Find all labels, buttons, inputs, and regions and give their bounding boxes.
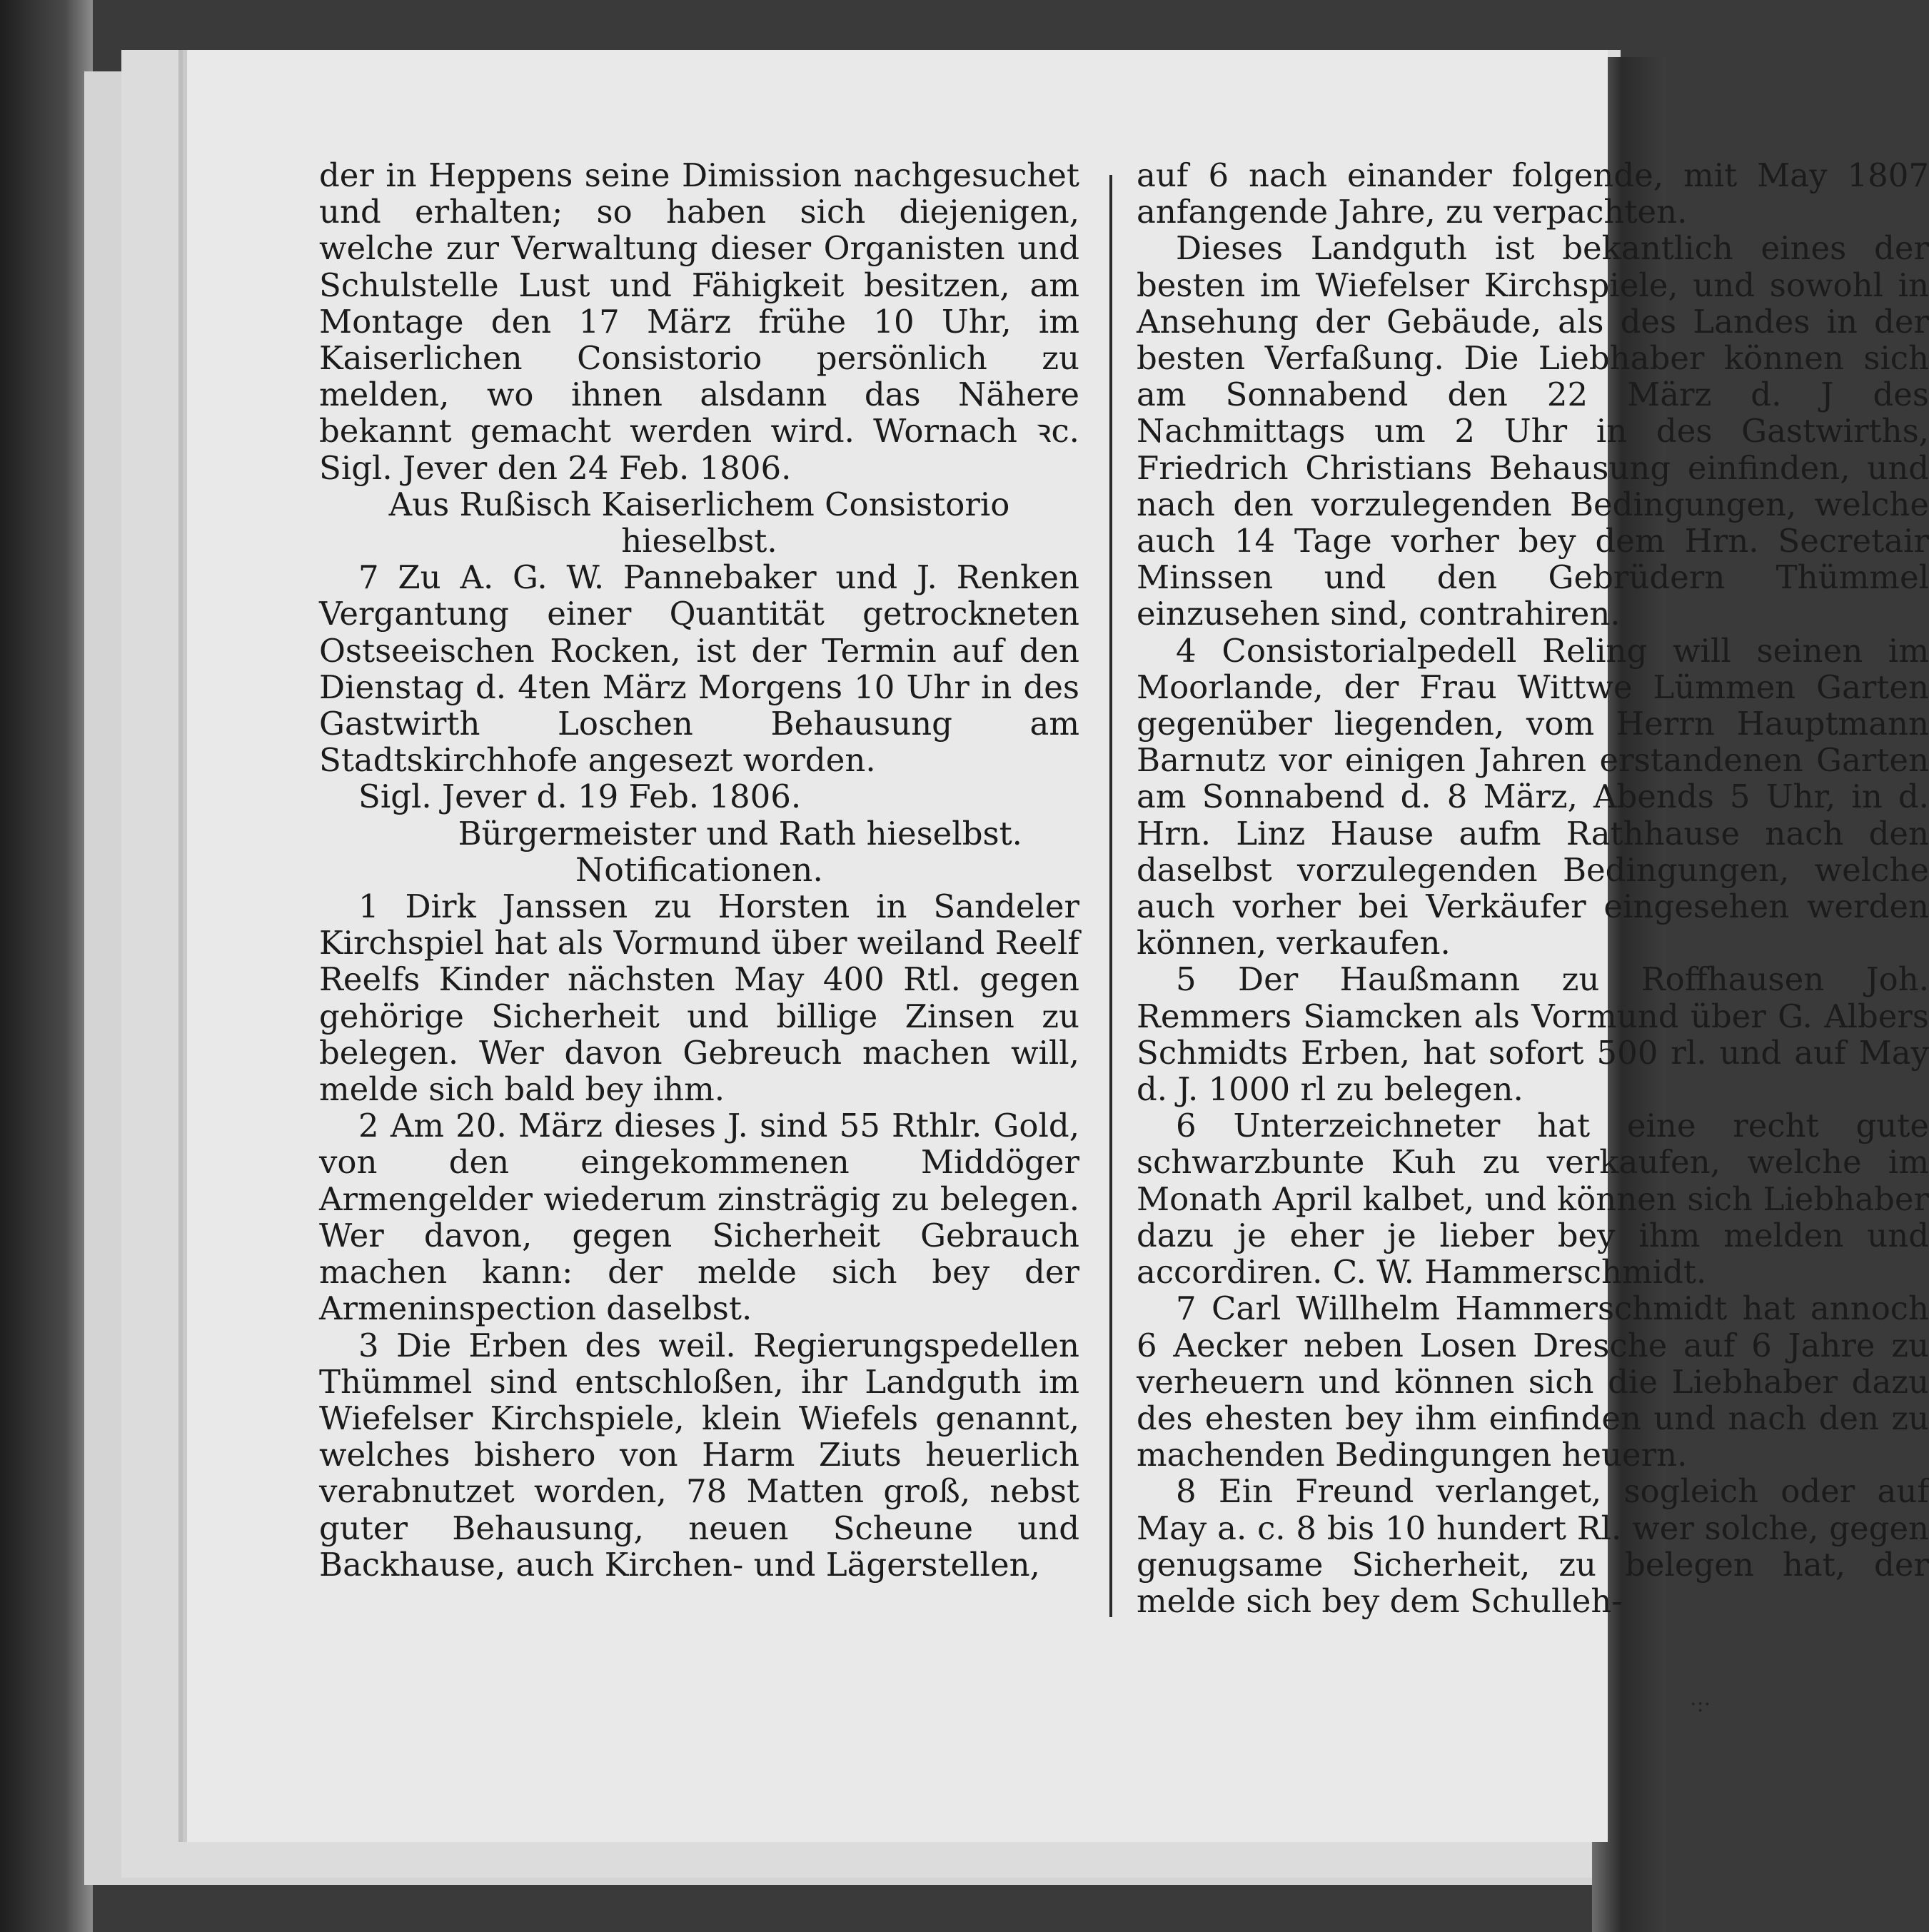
text-paragraph: der in Heppens seine Dimission nachgesuchet und erhalten; so haben sich diejenigen, welche zur Verwaltung dieser Organisten und Schulstelle Lust und Fähigkeit besitzen, am Montage den 17 März frühe 10 Uhr, im Kaiserlichen Consistorio persönlich zu melden, wo ihnen alsdann das Nähere bekannt gemacht werden wird. Wornach ꝛc. Sigl. Jever den 24 Feb. 1806. bbox=[319, 156, 1079, 487]
column-divider bbox=[1109, 175, 1112, 1617]
newspaper-page bbox=[187, 50, 1929, 1842]
text-paragraph: 1 Dirk Janssen zu Horsten in Sandeler Kirchspiel hat als Vormund über weiland Reelf Reelfs Kinder nächsten May 400 Rtl. gegen gehörige Sicherheit und billige Zinsen zu belegen. Wer davon Gebreuch machen will, melde sich bald bey ihm. bbox=[319, 887, 1079, 1109]
text-paragraph: 4 Consistorialpedell Reling will seinen im Moorlande, der Frau Wittwe Lümmen Garten gegenüber liegenden, vom Herrn Hauptmann Barnutz vor einigen Jahren erstandenen Garten am Sonnabend d. 8 März, Abends 5 Uhr, in d. Hrn. Linz Hause aufm Rathhause nach den daselbst vorzulegenden Bedingungen, welche auch vorher bei Verkäufer eingesehen werden können, verkaufen. bbox=[1137, 631, 1929, 962]
text-paragraph: Bürgermeister und Rath hieselbst. bbox=[458, 814, 1022, 852]
text-paragraph: 2 Am 20. März dieses J. sind 55 Rthlr. Gold, von den eingekommenen Middöger Armengelder wiederum zinsträgig zu belegen. Wer davon, gegen Sicherheit Gebrauch machen kann: der melde sich bey der Armeninspection daselbst. bbox=[319, 1107, 1079, 1328]
text-paragraph: 6 Unterzeichneter hat eine recht gute schwarzbunte Kuh zu verkaufen, welche im Monath April kalbet, und können sich Liebhaber dazu je eher je lieber bey ihm melden und accordiren. C. W. Hammerschmidt. bbox=[1137, 1107, 1929, 1292]
text-paragraph: 7 Carl Willhelm Hammerschmidt hat annoch 6 Aecker neben Losen Dresche auf 6 Jahre zu verheuern und können sich die Liebhaber dazu des ehesten bey ihm einfinden und nach den zu machenden Bedingungen heuern. bbox=[1137, 1289, 1929, 1474]
text-paragraph: Sigl. Jever d. 19 Feb. 1806. bbox=[358, 778, 802, 816]
book-spine-shadow bbox=[0, 0, 93, 1932]
text-paragraph: 8 Ein Freund verlanget, sogleich oder auf May a. c. 8 bis 10 hundert Rl. wer solche, gegen genugsame Sicherheit, zu belegen hat, der melde sich bey dem Schulleh- bbox=[1137, 1472, 1929, 1620]
left-text-column bbox=[319, 157, 1079, 1583]
ink-marks: ·:· bbox=[1690, 1692, 1711, 1717]
text-paragraph: 3 Die Erben des weil. Regierungspedellen Thümmel sind entschloßen, ihr Landguth im Wiefelser Kirchspiele, klein Wiefels genannt, welches bishero von Harm Ziuts heuerlich verabnutzet worden, 78 Matten groß, nebst guter Behausung, neuen Scheune und Backhause, auch Kirchen- und Lägerstellen, bbox=[319, 1326, 1079, 1584]
text-paragraph: Notificationen. bbox=[575, 850, 823, 889]
text-paragraph: auf 6 nach einander folgende, mit May 1807 anfangende Jahre, zu verpachten. bbox=[1137, 156, 1929, 231]
text-paragraph: Aus Rußisch Kaiserlichem Consistorio hieselbst. bbox=[388, 485, 1010, 560]
text-paragraph: 7 Zu A. G. W. Pannebaker und J. Renken Vergantung einer Quantität getrockneten Ostseeischen Rocken, ist der Termin auf den Dienstag d. 4ten März Morgens 10 Uhr in des Gastwirth Loschen Behausung am Stadtskirchhofe angesezt worden. bbox=[319, 558, 1079, 780]
text-paragraph: Dieses Landguth ist bekantlich eines der besten im Wiefelser Kirchspiele, und sowohl in Ansehung der Gebäude, als des Landes in der besten Verfaßung. Die Liebhaber können sich am Sonnabend den 22 März d. J des Nachmittags um 2 Uhr in des Gastwirths, Friedrich Christians Behausung einfinden, und nach den vorzulegenden Bedingungen, welche auch 14 Tage vorher bey dem Hrn. Secretair Minssen und den Gebrüdern Thümmel einzusehen sind, contrahiren. bbox=[1137, 229, 1929, 633]
right-text-column bbox=[1137, 157, 1929, 1619]
text-paragraph: 5 Der Haußmann zu Roffhausen Joh. Remmers Siamcken als Vormund über G. Albers Schmidts Erben, hat sofort 500 rl. und auf May d. J. 1000 rl zu belegen. bbox=[1137, 960, 1929, 1109]
